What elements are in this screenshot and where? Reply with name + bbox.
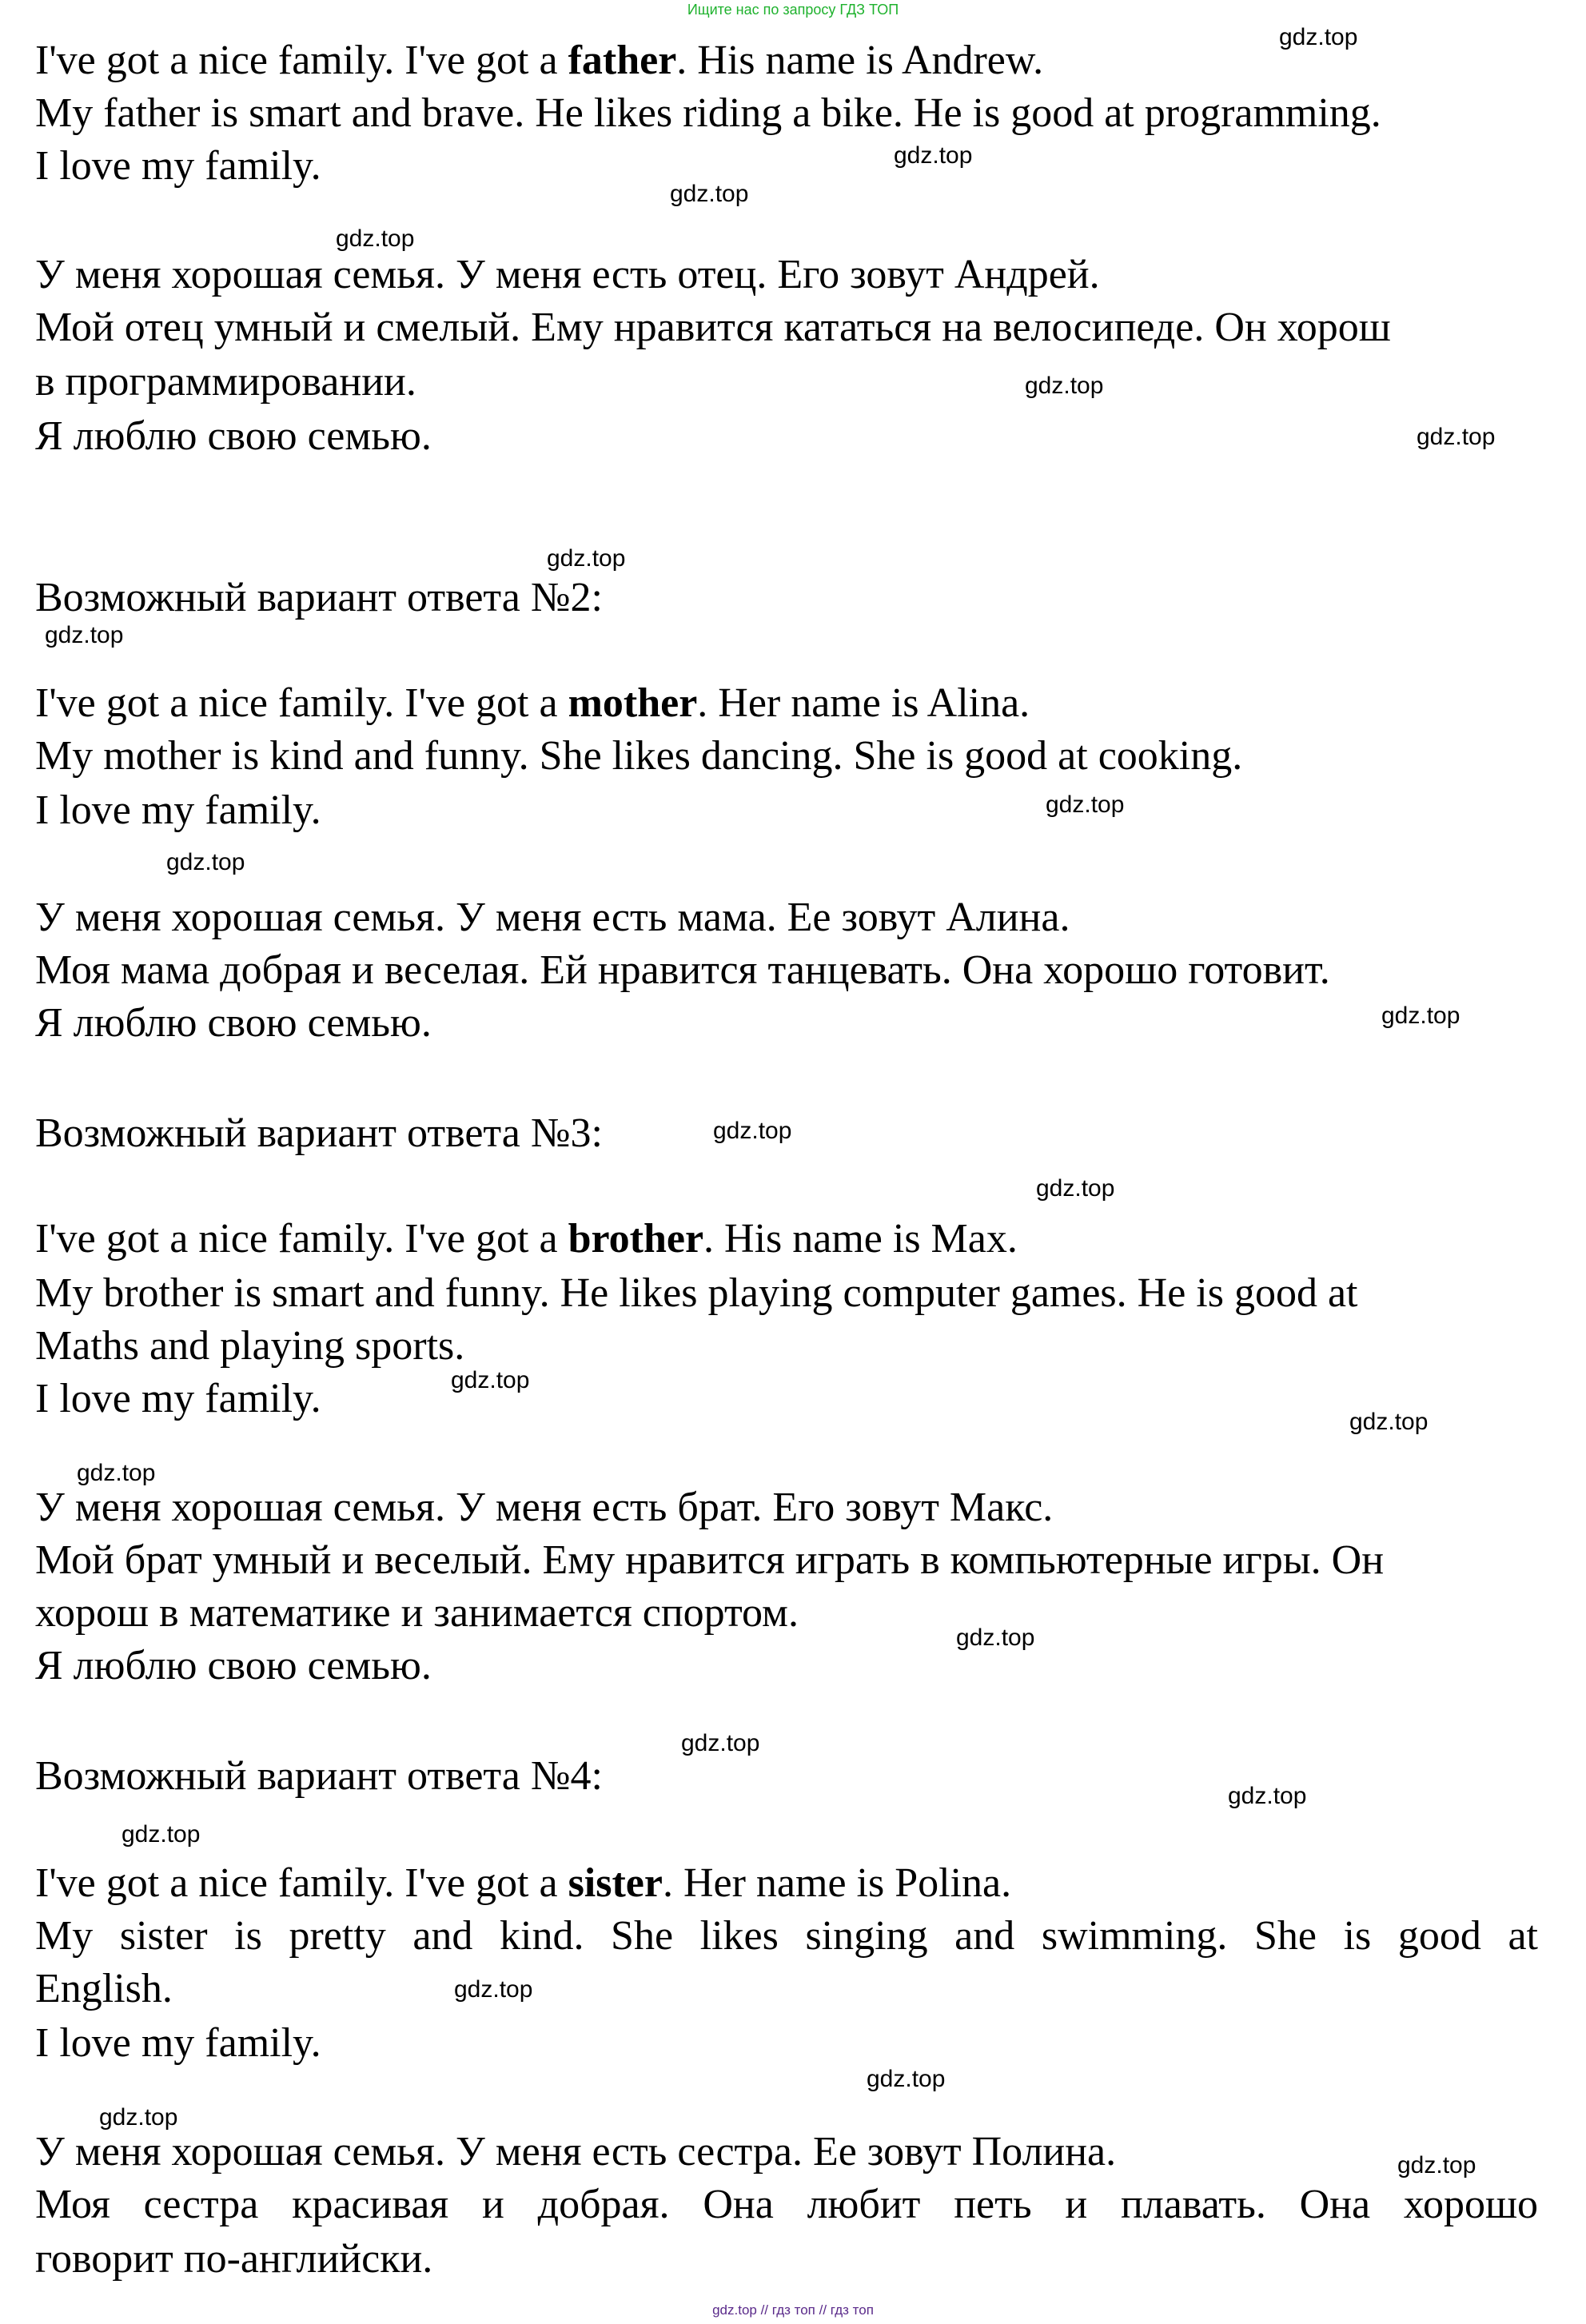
v1-en-line-1: I've got a nice family. I've got a father. His name is Andrew. [35,38,1044,83]
v2-en-line-2: My mother is kind and funny. She likes dancing. She is good at cooking. [35,733,1243,779]
v3-en-line-1: I've got a nice family. I've got a brother. His name is Max. [35,1216,1018,1262]
v2-ru-line-3: Я люблю свою семью. [35,1000,432,1046]
v1-en-line-2: My father is smart and brave. He likes riding a bike. He is good at programming. [35,90,1381,136]
v1-ru-line-1: У меня хорошая семья. У меня есть отец. Его зовут Андрей. [35,252,1100,297]
watermark: gdz.top [99,2104,178,2131]
v2-keyword: mother [568,680,698,726]
v4-en-line-1: I've got a nice family. I've got a sister. Her name is Polina. [35,1860,1012,1906]
v2-en-line-3: I love my family. [35,787,321,833]
watermark: gdz.top [1036,1175,1115,1202]
v4-en-line-4: I love my family. [35,2020,321,2066]
watermark: gdz.top [454,1976,533,2003]
watermark: gdz.top [166,849,245,875]
v4-en-line-3: English. [35,1966,173,2011]
watermark: gdz.top [894,142,973,169]
watermark: gdz.top [547,545,626,572]
v2-heading: Возможный вариант ответа №2: [35,575,603,620]
v4-keyword: sister [568,1860,663,1906]
v1-ru-line-4: Я люблю свою семью. [35,413,432,459]
v1-ru-line-3: в программировании. [35,359,416,405]
watermark: gdz.top [956,1624,1035,1651]
watermark: gdz.top [336,225,415,252]
watermark: gdz.top [670,181,749,207]
watermark: gdz.top [713,1118,792,1144]
v2-ru-line-2: Моя мама добрая и веселая. Ей нравится танцевать. Она хорошо готовит. [35,947,1330,993]
watermark: gdz.top [1381,1003,1460,1029]
footer-note: gdz.top // гдз топ // гдз топ [712,2302,874,2318]
v4-ru-line-1: У меня хорошая семья. У меня есть сестра. Ее зовут Полина. [35,2129,1117,2175]
watermark: gdz.top [681,1730,760,1756]
watermark: gdz.top [1025,373,1104,399]
watermark: gdz.top [45,622,124,648]
v3-en-line-4: I love my family. [35,1376,321,1421]
v4-ru-line-2: Моя сестра красивая и добрая. Она любит петь и плавать. Она хорошо [35,2182,1538,2227]
v3-en-line-3: Maths and playing sports. [35,1323,465,1369]
watermark: gdz.top [1228,1783,1307,1809]
header-note: Ищите нас по запросу ГДЗ ТОП [687,2,899,18]
v1-ru-line-2: Мой отец умный и смелый. Ему нравится кататься на велосипеде. Он хорош [35,305,1391,350]
watermark: gdz.top [77,1460,156,1486]
watermark: gdz.top [1279,24,1358,50]
v3-en-line-2: My brother is smart and funny. He likes playing computer games. He is good at [35,1270,1358,1316]
watermark: gdz.top [122,1821,201,1848]
watermark: gdz.top [1397,2152,1476,2179]
v2-ru-line-1: У меня хорошая семья. У меня есть мама. Ее зовут Алина. [35,895,1070,940]
v1-en-line-3: I love my family. [35,143,321,189]
v3-heading: Возможный вариант ответа №3: [35,1110,603,1156]
watermark: gdz.top [1046,791,1125,818]
watermark: gdz.top [1417,424,1496,450]
v2-en-line-1: I've got a nice family. I've got a mother. Her name is Alina. [35,680,1030,726]
v4-en-line-2: My sister is pretty and kind. She likes singing and swimming. She is good at [35,1913,1538,1959]
watermark: gdz.top [1349,1409,1429,1435]
v3-ru-line-2: Мой брат умный и веселый. Ему нравится играть в компьютерные игры. Он [35,1537,1385,1583]
v4-ru-line-3: говорит по-английски. [35,2236,433,2282]
v4-heading: Возможный вариант ответа №4: [35,1753,603,1799]
v3-keyword: brother [568,1216,704,1262]
watermark: gdz.top [867,2066,946,2092]
v3-ru-line-3: хорош в математике и занимается спортом. [35,1590,799,1636]
v1-keyword: father [568,38,677,83]
watermark: gdz.top [451,1367,530,1393]
v3-ru-line-4: Я люблю свою семью. [35,1643,432,1688]
v3-ru-line-1: У меня хорошая семья. У меня есть брат. Его зовут Макс. [35,1485,1054,1530]
